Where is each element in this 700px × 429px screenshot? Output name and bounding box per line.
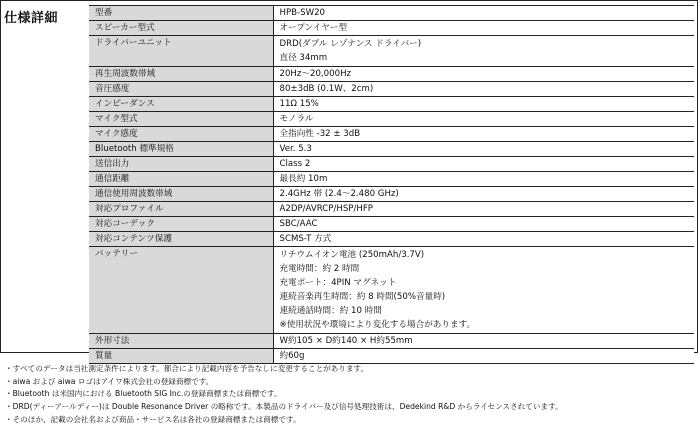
spec-row bbox=[89, 6, 694, 21]
spec-row bbox=[89, 142, 694, 157]
spec-row bbox=[89, 82, 694, 97]
spec-row bbox=[89, 334, 694, 349]
spec-value-line: Class 2 bbox=[279, 159, 311, 169]
spec-table bbox=[89, 5, 694, 364]
spec-value bbox=[273, 21, 694, 36]
footnote-line: ・aiwa および aiwa ロゴはアイワ株式会社の登録商標です。 bbox=[5, 376, 214, 386]
spec-value bbox=[273, 157, 694, 172]
spec-label: ドライバーユニット bbox=[89, 36, 273, 67]
spec-value bbox=[273, 36, 694, 67]
spec-value-line: Ver. 5.3 bbox=[279, 144, 312, 154]
spec-label: 質量 bbox=[89, 349, 273, 364]
spec-row bbox=[89, 349, 694, 364]
spec-value-line: リチウムイオン電池 (250mAh/3.7V) bbox=[279, 250, 425, 260]
spec-row bbox=[89, 67, 694, 82]
spec-value bbox=[273, 349, 694, 364]
spec-value bbox=[273, 334, 694, 349]
spec-value-line: 全指向性 -32 ± 3dB bbox=[279, 129, 361, 139]
spec-row bbox=[89, 97, 694, 112]
spec-value bbox=[273, 232, 694, 247]
spec-row bbox=[89, 232, 694, 247]
spec-value bbox=[273, 217, 694, 232]
spec-row bbox=[89, 112, 694, 127]
spec-value-line: 約60g bbox=[279, 351, 305, 361]
spec-row bbox=[89, 36, 694, 67]
spec-row bbox=[89, 202, 694, 217]
spec-label: 通信使用周波数帯域 bbox=[89, 187, 273, 202]
spec-value-line: 連続通話時間：約 10 時間 bbox=[279, 306, 382, 316]
spec-value-line: W約105 × D約140 × H約55mm bbox=[279, 336, 413, 346]
spec-label: 対応プロファイル bbox=[89, 202, 273, 217]
spec-label: Bluetooth 標準規格 bbox=[89, 142, 273, 157]
footnote-line: ・Bluetooth は米国内における Bluetooth SIG Inc.の登録商標または商標です。 bbox=[5, 389, 282, 399]
spec-value bbox=[273, 142, 694, 157]
spec-label: マイク型式 bbox=[89, 112, 273, 127]
spec-value bbox=[273, 172, 694, 187]
spec-label: 外形寸法 bbox=[89, 334, 273, 349]
spec-value bbox=[273, 6, 694, 21]
spec-row bbox=[89, 217, 694, 232]
spec-value-line: 2.4GHz 帯 (2.4～2.480 GHz) bbox=[279, 189, 399, 199]
footnote-line: ・そのほか、記載の会社名および商品・サービス名は各社の登録商標または商標です。 bbox=[5, 414, 301, 424]
spec-label: 対応コンテンツ保護 bbox=[89, 232, 273, 247]
spec-value-line: 20Hz～20,000Hz bbox=[279, 69, 352, 79]
spec-label: インピーダンス bbox=[89, 97, 273, 112]
spec-row bbox=[89, 172, 694, 187]
spec-value-line: モノラル bbox=[279, 114, 314, 124]
spec-label: 対応コーデック bbox=[89, 217, 273, 232]
spec-value bbox=[273, 82, 694, 97]
spec-value-line: ※使用状況や環境により変化する場合があります。 bbox=[279, 320, 476, 330]
footnotes bbox=[5, 363, 695, 427]
spec-row bbox=[89, 247, 694, 334]
spec-value-line: 11Ω 15% bbox=[279, 99, 319, 109]
spec-value-line: オープンイヤー型 bbox=[279, 23, 348, 33]
spec-value bbox=[273, 247, 694, 334]
spec-value-line: SCMS-T 方式 bbox=[279, 234, 332, 244]
spec-value bbox=[273, 187, 694, 202]
spec-value-line: 連続音楽再生時間：約 8 時間(50%音量時) bbox=[279, 292, 446, 302]
spec-label: マイク感度 bbox=[89, 127, 273, 142]
spec-value-line: 80±3dB (0.1W、2cm) bbox=[279, 84, 374, 94]
spec-label: 通信距離 bbox=[89, 172, 273, 187]
spec-value-line: A2DP/AVRCP/HSP/HFP bbox=[279, 204, 373, 214]
spec-value bbox=[273, 202, 694, 217]
section-heading: 仕様詳細 bbox=[4, 11, 59, 26]
spec-value-line: SBC/AAC bbox=[279, 219, 318, 229]
spec-row bbox=[89, 127, 694, 142]
spec-value-line: 直径 34mm bbox=[279, 53, 328, 63]
spec-label: 再生周波数帯域 bbox=[89, 67, 273, 82]
spec-value bbox=[273, 97, 694, 112]
footnote-line: ・DRD(ディーアールディー)は Double Resonance Driver の略称です。本製品のドライバー及び信号処理技術は、Dedekind R&D からライセンスされています。 bbox=[5, 402, 563, 412]
spec-row bbox=[89, 157, 694, 172]
spec-row bbox=[89, 187, 694, 202]
footnote-line: ・すべてのデータは当社測定条件によります。都合により記載内容を予告なしに変更することがあります。 bbox=[5, 364, 369, 373]
spec-value-line: 充電時間：約 2 時間 bbox=[279, 264, 360, 274]
spec-value bbox=[273, 127, 694, 142]
spec-value-line: 最長約 10m bbox=[279, 174, 328, 184]
spec-label: 型番 bbox=[89, 6, 273, 21]
spec-value-line: 充電ポート：4PIN マグネット bbox=[279, 278, 397, 288]
spec-value bbox=[273, 112, 694, 127]
spec-value-line: HPB-SW20 bbox=[279, 8, 326, 18]
spec-value bbox=[273, 67, 694, 82]
spec-value-line: DRD(ダブル レゾナンス ドライバー) bbox=[279, 39, 422, 49]
spec-label: 音圧感度 bbox=[89, 82, 273, 97]
spec-label: スピーカー型式 bbox=[89, 21, 273, 36]
spec-label: 送信出力 bbox=[89, 157, 273, 172]
spec-label: バッテリー bbox=[89, 247, 273, 334]
spec-row bbox=[89, 21, 694, 36]
